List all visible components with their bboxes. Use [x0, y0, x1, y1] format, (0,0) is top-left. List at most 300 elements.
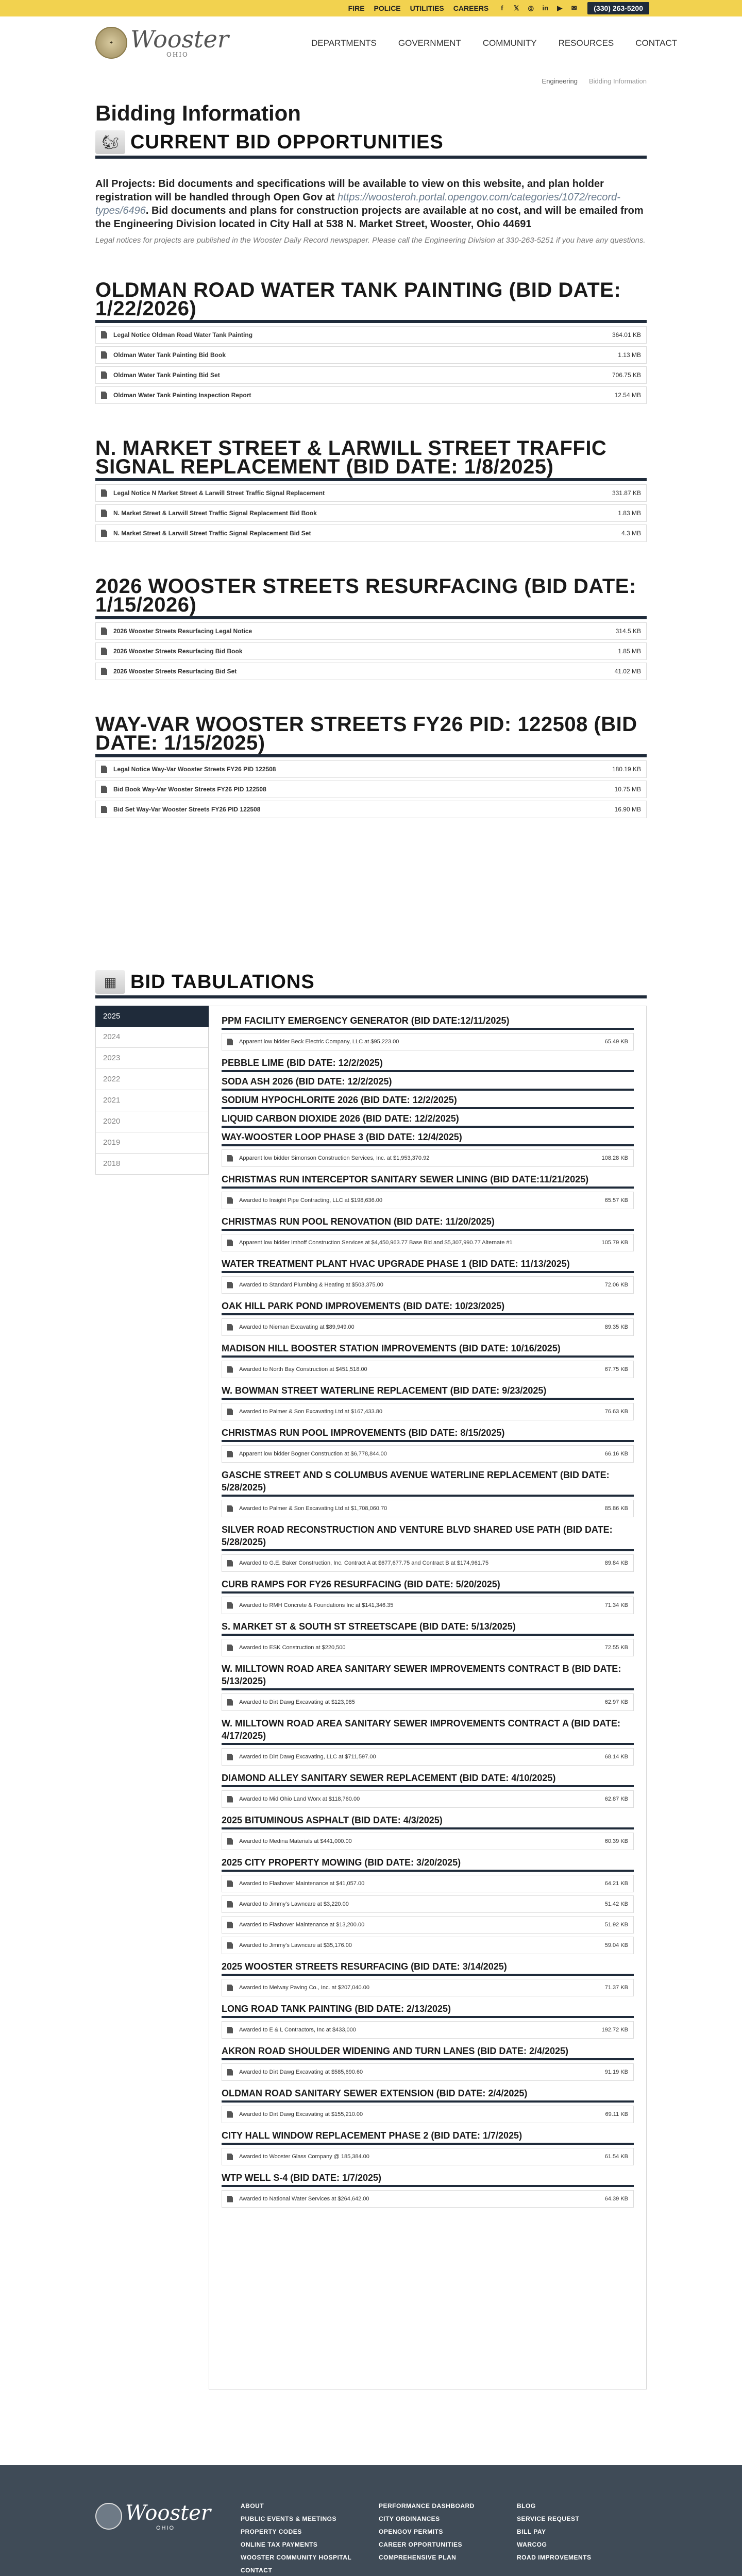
tab-year-2025[interactable]: 2025 — [95, 1006, 209, 1027]
phone-number[interactable]: (330) 263-5200 — [587, 2, 649, 14]
bid-title: WAY-WOOSTER LOOP PHASE 3 (BID DATE: 12/4/2025) — [222, 1128, 634, 1146]
document-link[interactable] — [95, 346, 647, 364]
bid-result-size: 59.04 KB — [604, 1942, 628, 1948]
file-icon — [227, 1560, 233, 1567]
document-link[interactable] — [95, 484, 647, 502]
project-section — [95, 281, 647, 404]
bid-result-name: Awarded to ESK Construction at $220,500 — [239, 1644, 346, 1651]
bid-title: OLDMAN ROAD SANITARY SEWER EXTENSION (BID DATE: 2/4/2025) — [222, 2084, 634, 2103]
bid-entry — [222, 1853, 634, 1954]
bid-title: PEBBLE LIME (BID DATE: 12/2/2025) — [222, 1054, 634, 1072]
bid-result-size: 89.84 KB — [604, 1560, 628, 1566]
bid-tabulations — [95, 969, 647, 2389]
bid-result-link[interactable] — [222, 1361, 634, 1378]
document-list — [95, 484, 647, 542]
bid-result-link[interactable] — [222, 1833, 634, 1850]
footer-link[interactable]: PROPERTY CODES — [241, 2528, 302, 2535]
site-footer — [0, 2465, 742, 2576]
bid-title: 2025 BITUMINOUS ASPHALT (BID DATE: 4/3/2025) — [222, 1811, 634, 1829]
bid-title: CHRISTMAS RUN POOL IMPROVEMENTS (BID DATE: 8/15/2025) — [222, 1423, 634, 1442]
bid-result-link[interactable] — [222, 1276, 634, 1294]
document-link[interactable] — [95, 801, 647, 818]
police-link[interactable]: POLICE — [374, 4, 401, 12]
document-link[interactable] — [95, 760, 647, 778]
bid-result-link[interactable] — [222, 1937, 634, 1954]
tab-year-2018[interactable]: 2018 — [95, 1154, 209, 1175]
file-icon — [227, 1699, 233, 1706]
document-link[interactable] — [95, 366, 647, 384]
bid-result-size: 62.87 KB — [604, 1796, 628, 1802]
bid-result-name: Awarded to Palmer & Son Excavating Ltd at $1,708,060.70 — [239, 1505, 387, 1512]
bid-entry — [222, 1339, 634, 1378]
bid-result-name: Apparent low bidder Bogner Construction at $6,778,844.00 — [239, 1450, 387, 1457]
bid-result-link[interactable] — [222, 1979, 634, 1996]
document-link[interactable] — [95, 386, 647, 404]
bid-title: W. MILLTOWN ROAD AREA SANITARY SEWER IMPROVEMENTS CONTRACT B (BID DATE: 5/13/2025) — [222, 1659, 634, 1690]
bid-result-link[interactable] — [222, 1318, 634, 1336]
bid-entry — [222, 1466, 634, 1517]
bid-entry — [222, 1769, 634, 1808]
document-link[interactable] — [95, 642, 647, 660]
footer-subtitle: OHIO — [156, 2525, 175, 2531]
file-icon — [101, 371, 107, 379]
document-list — [95, 760, 647, 818]
bid-result-link[interactable] — [222, 1445, 634, 1463]
current-bids-heading: CURRENT BID OPPORTUNITIES — [130, 131, 444, 153]
city-seal-icon: ✦ — [95, 27, 127, 59]
file-icon — [101, 668, 107, 675]
document-size: 331.87 KB — [612, 489, 641, 497]
bid-result-name: Awarded to Dirt Dawg Excavating, LLC at $711,597.00 — [239, 1753, 376, 1760]
bid-entry — [222, 2126, 634, 2165]
bid-result-name: Awarded to Flashover Maintenance at $13,200.00 — [239, 1921, 365, 1928]
bid-result-size: 72.55 KB — [604, 1645, 628, 1651]
document-name: Legal Notice N Market Street & Larwill Street Traffic Signal Replacement — [113, 489, 325, 497]
document-name: 2026 Wooster Streets Resurfacing Bid Set — [113, 668, 237, 675]
bid-title: WATER TREATMENT PLANT HVAC UPGRADE PHASE 1 (BID DATE: 11/13/2025) — [222, 1255, 634, 1273]
fire-link[interactable]: FIRE — [348, 4, 365, 12]
tab-year-2023[interactable]: 2023 — [95, 1048, 209, 1069]
file-icon — [101, 392, 107, 399]
file-icon — [227, 2027, 233, 2033]
bid-result-size: 68.14 KB — [604, 1754, 628, 1760]
current-bids-header — [95, 129, 647, 159]
footer-link[interactable]: ROAD IMPROVEMENTS — [517, 2554, 592, 2561]
page-title: Bidding Information — [95, 101, 301, 125]
project-list — [95, 281, 647, 818]
project-section — [95, 715, 647, 818]
bid-entry — [222, 1128, 634, 1167]
document-name: 2026 Wooster Streets Resurfacing Bid Book — [113, 648, 243, 655]
footer-link[interactable]: BILL PAY — [517, 2528, 546, 2535]
file-icon — [101, 489, 107, 497]
intro-lead — [95, 177, 647, 231]
file-icon — [227, 1922, 233, 1928]
bid-result-link[interactable] — [222, 2063, 634, 2081]
bid-result-name: Awarded to Mid Ohio Land Worx at $118,760.00 — [239, 1795, 360, 1802]
bid-title: CHRISTMAS RUN INTERCEPTOR SANITARY SEWER LINING (BID DATE:11/21/2025) — [222, 1170, 634, 1189]
youtube-icon[interactable]: ▶ — [557, 4, 563, 12]
file-icon — [227, 1366, 233, 1373]
bid-title: MADISON HILL BOOSTER STATION IMPROVEMENTS (BID DATE: 10/16/2025) — [222, 1339, 634, 1358]
bid-title: WTP WELL S-4 (BID DATE: 1/7/2025) — [222, 2168, 634, 2187]
document-size: 1.85 MB — [618, 648, 641, 655]
bid-result-size: 192.72 KB — [601, 2027, 628, 2033]
bid-result-name: Awarded to Jimmy's Lawncare at $3,220.00 — [239, 1901, 349, 1907]
social-links — [498, 4, 578, 12]
bid-title: 2025 CITY PROPERTY MOWING (BID DATE: 3/20/2025) — [222, 1853, 634, 1872]
bid-result-size: 61.54 KB — [604, 2154, 628, 2160]
bid-result-name: Awarded to Melway Paving Co., Inc. at $207,040.00 — [239, 1984, 369, 1991]
document-name: Legal Notice Way-Var Wooster Streets FY26 PID 122508 — [113, 766, 276, 773]
file-icon — [101, 766, 107, 773]
bid-result-name: Awarded to E & L Contractors, Inc at $433,000 — [239, 2026, 356, 2033]
file-icon — [101, 786, 107, 793]
footer-column-2 — [379, 2502, 475, 2561]
project-title: WAY-VAR WOOSTER STREETS FY26 PID: 122508 (BID DATE: 1/15/2025) — [95, 715, 647, 757]
bid-result-size: 71.34 KB — [604, 1602, 628, 1608]
bid-result-name: Awarded to Palmer & Son Excavating Ltd at $167,433.80 — [239, 1408, 383, 1415]
file-icon — [101, 331, 107, 338]
document-size: 314.5 KB — [615, 628, 641, 635]
bid-title: CITY HALL WINDOW REPLACEMENT PHASE 2 (BID DATE: 1/7/2025) — [222, 2126, 634, 2145]
bid-title: S. MARKET ST & SOUTH ST STREETSCAPE (BID DATE: 5/13/2025) — [222, 1617, 634, 1636]
bid-entry — [222, 1255, 634, 1294]
document-list — [95, 326, 647, 404]
bid-result-name: Awarded to North Bay Construction at $451,518.00 — [239, 1366, 367, 1372]
logo-subtitle: OHIO — [166, 51, 189, 58]
tabulations-tabs — [95, 1006, 647, 2389]
bid-entry — [222, 1054, 634, 1072]
bid-result-name: Awarded to G.E. Baker Construction, Inc. Contract A at $677,677.75 and Contract B at $174,961.75 — [239, 1560, 489, 1566]
bid-result-size: 72.06 KB — [604, 1282, 628, 1288]
tab-year-2022[interactable]: 2022 — [95, 1069, 209, 1090]
bid-result-size: 65.57 KB — [604, 1197, 628, 1204]
bid-result-name: Awarded to Nieman Excavating at $89,949.00 — [239, 1324, 355, 1330]
bid-result-name: Awarded to Dirt Dawg Excavating at $123,985 — [239, 1699, 355, 1705]
bid-result-name: Awarded to Wooster Glass Company @ 185,384.00 — [239, 2153, 369, 2160]
bid-entry — [222, 2084, 634, 2123]
breadcrumb-engineering[interactable]: Engineering — [542, 77, 578, 85]
bid-title: DIAMOND ALLEY SANITARY SEWER REPLACEMENT (BID DATE: 4/10/2025) — [222, 1769, 634, 1787]
file-icon — [101, 351, 107, 359]
document-link[interactable] — [95, 663, 647, 680]
bid-entry — [222, 1091, 634, 1109]
footer-link[interactable]: WOOSTER COMMUNITY HOSPITAL — [241, 2554, 352, 2561]
tab-year-2020[interactable]: 2020 — [95, 1111, 209, 1132]
bid-result-name: Awarded to Dirt Dawg Excavating at $585,690.60 — [239, 2069, 363, 2075]
footer-link[interactable]: PUBLIC EVENTS & MEETINGS — [241, 2515, 337, 2522]
bid-result-size: 62.97 KB — [604, 1699, 628, 1705]
document-link[interactable] — [95, 781, 647, 798]
footer-seal-icon — [95, 2503, 122, 2530]
document-size: 364.01 KB — [612, 331, 641, 338]
bid-entry — [222, 1297, 634, 1336]
tab-year-2021[interactable]: 2021 — [95, 1090, 209, 1111]
site-header — [0, 16, 742, 73]
linkedin-icon[interactable]: in — [542, 4, 549, 12]
footer-link[interactable]: CAREER OPPORTUNITIES — [379, 2541, 463, 2548]
footer-wordmark: Wooster — [125, 2501, 211, 2525]
bid-entry — [222, 1575, 634, 1614]
nav-departments[interactable]: DEPARTMENTS — [311, 38, 377, 48]
main-content — [95, 98, 647, 818]
nav-resources[interactable]: RESOURCES — [558, 38, 614, 48]
bid-result-size: 51.92 KB — [604, 1922, 628, 1928]
file-icon — [101, 648, 107, 655]
file-icon — [227, 2196, 233, 2202]
bid-result-link[interactable] — [222, 1875, 634, 1892]
bid-result-name: Apparent low bidder Beck Electric Company, LLC at $95,223.00 — [239, 1038, 399, 1045]
document-size: 4.3 MB — [621, 530, 641, 537]
footer-link[interactable]: ONLINE TAX PAYMENTS — [241, 2541, 318, 2548]
bid-result-link[interactable] — [222, 1916, 634, 1934]
main-nav — [311, 38, 677, 52]
bid-result-size: 51.42 KB — [604, 1901, 628, 1907]
footer-link[interactable]: SERVICE REQUEST — [517, 2515, 580, 2522]
nav-community[interactable]: COMMUNITY — [482, 38, 537, 48]
bid-result-size: 108.28 KB — [601, 1155, 628, 1161]
intro-note: Legal notices for projects are published in the Wooster Daily Record newspaper. Please call the Engineering Division at 330-263-5251 if you have any questions. — [95, 236, 646, 245]
intro-lead-part2: . Bid documents and plans for construction projects are available at no cost, and will be emailed from the Engineering Division located in City Hall at 538 N. Market Street, Wooster, Ohio 44691 — [95, 205, 644, 230]
bid-entry — [222, 1714, 634, 1766]
footer-link[interactable]: COMPREHENSIVE PLAN — [379, 2554, 457, 2561]
file-icon — [227, 1901, 233, 1908]
file-icon — [227, 1324, 233, 1331]
document-size: 180.19 KB — [612, 766, 641, 773]
bid-result-name: Awarded to Standard Plumbing & Heating at $503,375.00 — [239, 1281, 383, 1288]
bid-result-link[interactable] — [222, 1895, 634, 1913]
document-name: Oldman Water Tank Painting Inspection Report — [113, 392, 251, 399]
document-size: 1.83 MB — [618, 510, 641, 517]
footer-link[interactable]: CITY ORDINANCES — [379, 2515, 440, 2522]
document-size: 41.02 MB — [614, 668, 641, 675]
email-icon[interactable]: ✉ — [571, 4, 577, 12]
footer-link[interactable]: ABOUT — [241, 2502, 264, 2510]
bid-result-link[interactable] — [222, 2190, 634, 2208]
document-size: 706.75 KB — [612, 371, 641, 379]
utilities-link[interactable]: UTILITIES — [410, 4, 444, 12]
file-icon — [227, 2111, 233, 2118]
file-icon — [101, 510, 107, 517]
bid-entry — [222, 1011, 634, 1050]
bid-result-name: Awarded to Flashover Maintenance at $41,057.00 — [239, 1880, 365, 1887]
bid-result-link[interactable] — [222, 1149, 634, 1167]
bid-entry — [222, 1999, 634, 2039]
bid-title: 2025 WOOSTER STREETS RESURFACING (BID DATE: 3/14/2025) — [222, 1957, 634, 1976]
tabulations-header — [95, 969, 647, 998]
bid-result-name: Awarded to RMH Concrete & Foundations Inc at $141,346.35 — [239, 1602, 394, 1608]
tab-year-2024[interactable]: 2024 — [95, 1027, 209, 1048]
document-name: Legal Notice Oldman Road Water Tank Painting — [113, 331, 253, 338]
file-icon — [227, 1240, 233, 1246]
bid-entry — [222, 2042, 634, 2081]
breadcrumb-current: Bidding Information — [588, 77, 647, 85]
bid-result-size: 71.37 KB — [604, 1985, 628, 1991]
file-icon — [227, 1985, 233, 1991]
bid-entry — [222, 1072, 634, 1091]
footer-logo[interactable] — [95, 2501, 211, 2531]
bid-result-link[interactable] — [222, 1500, 634, 1517]
document-name: Bid Set Way-Var Wooster Streets FY26 PID 122508 — [113, 806, 261, 813]
bid-result-link[interactable] — [222, 1639, 634, 1656]
facebook-icon[interactable]: f — [501, 4, 503, 12]
footer-link[interactable]: OPENGOV PERMITS — [379, 2528, 443, 2535]
bid-result-link[interactable] — [222, 2021, 634, 2039]
bid-result-name: Awarded to Medina Materials at $441,000.00 — [239, 1838, 352, 1844]
bid-entry — [222, 2168, 634, 2208]
bid-result-link[interactable] — [222, 2148, 634, 2165]
bid-title: SODA ASH 2026 (BID DATE: 12/2/2025) — [222, 1072, 634, 1091]
bid-title: CURB RAMPS FOR FY26 RESURFACING (BID DATE: 5/20/2025) — [222, 1575, 634, 1594]
bid-title: W. BOWMAN STREET WATERLINE REPLACEMENT (BID DATE: 9/23/2025) — [222, 1381, 634, 1400]
mascot-icon: 🐿 — [95, 130, 125, 154]
file-icon — [101, 530, 107, 537]
bid-entry — [222, 1957, 634, 1996]
document-link[interactable] — [95, 504, 647, 522]
bid-title: GASCHE STREET AND S COLUMBUS AVENUE WATERLINE REPLACEMENT (BID DATE: 5/28/2025) — [222, 1466, 634, 1497]
bid-result-name: Awarded to Insight Pipe Contracting, LLC at $198,636.00 — [239, 1197, 383, 1204]
bid-result-size: 91.19 KB — [604, 2069, 628, 2075]
document-size: 16.90 MB — [614, 806, 641, 813]
file-icon — [227, 1838, 233, 1845]
project-section — [95, 577, 647, 680]
bid-title: AKRON ROAD SHOULDER WIDENING AND TURN LANES (BID DATE: 2/4/2025) — [222, 2042, 634, 2060]
project-title: N. MARKET STREET & LARWILL STREET TRAFFIC SIGNAL REPLACEMENT (BID DATE: 1/8/2025) — [95, 439, 647, 481]
document-name: Oldman Water Tank Painting Bid Set — [113, 371, 220, 379]
document-size: 10.75 MB — [614, 786, 641, 793]
bid-entry — [222, 1520, 634, 1572]
tab-year-2019[interactable]: 2019 — [95, 1132, 209, 1154]
footer-column-3 — [517, 2502, 592, 2561]
document-size: 1.13 MB — [618, 351, 641, 359]
file-icon — [227, 1754, 233, 1760]
file-icon — [227, 1796, 233, 1803]
file-icon — [227, 2069, 233, 2076]
bid-result-size: 64.39 KB — [604, 2196, 628, 2202]
twitter-icon[interactable]: 𝕏 — [514, 4, 519, 12]
file-icon — [227, 1282, 233, 1289]
intro-text — [95, 177, 647, 246]
bid-result-size: 76.63 KB — [604, 1409, 628, 1415]
file-icon — [227, 1155, 233, 1162]
document-name: N. Market Street & Larwill Street Traffic Signal Replacement Bid Book — [113, 510, 317, 517]
file-icon — [227, 1505, 233, 1512]
bid-result-link[interactable] — [222, 1790, 634, 1808]
bid-title: SODIUM HYPOCHLORITE 2026 (BID DATE: 12/2/2025) — [222, 1091, 634, 1109]
bid-result-name: Awarded to National Water Services at $264,642.00 — [239, 2195, 369, 2202]
bid-entry — [222, 1381, 634, 1420]
document-link[interactable] — [95, 524, 647, 542]
file-icon — [227, 2154, 233, 2160]
bid-result-size: 66.16 KB — [604, 1451, 628, 1457]
nav-contact[interactable]: CONTACT — [635, 38, 678, 48]
bid-result-link[interactable] — [222, 1234, 634, 1251]
bid-result-link[interactable] — [222, 1033, 634, 1050]
bid-result-name: Awarded to Jimmy's Lawncare at $35,176.00 — [239, 1942, 352, 1948]
file-icon — [227, 1602, 233, 1609]
breadcrumb — [542, 77, 647, 85]
bid-result-size: 65.49 KB — [604, 1039, 628, 1045]
bid-result-size: 60.39 KB — [604, 1838, 628, 1844]
footer-link[interactable]: CONTACT — [241, 2567, 273, 2574]
file-icon — [227, 1942, 233, 1949]
tabulations-heading: BID TABULATIONS — [130, 971, 315, 993]
bid-result-link[interactable] — [222, 1748, 634, 1766]
file-icon — [101, 628, 107, 635]
document-name: 2026 Wooster Streets Resurfacing Legal Notice — [113, 628, 252, 635]
year-tab-list — [95, 1006, 209, 2389]
tabulations-image-icon: ▦ — [95, 970, 125, 994]
document-link[interactable] — [95, 326, 647, 344]
bid-entry — [222, 1617, 634, 1656]
bid-result-size: 67.75 KB — [604, 1366, 628, 1372]
bid-title: W. MILLTOWN ROAD AREA SANITARY SEWER IMPROVEMENTS CONTRACT A (BID DATE: 4/17/2025) — [222, 1714, 634, 1745]
bid-result-size: 105.79 KB — [601, 1240, 628, 1246]
bid-entry — [222, 1170, 634, 1209]
bid-title: LONG ROAD TANK PAINTING (BID DATE: 2/13/2025) — [222, 1999, 634, 2018]
file-icon — [227, 1880, 233, 1887]
file-icon — [227, 1039, 233, 1045]
footer-link[interactable]: BLOG — [517, 2502, 536, 2510]
document-name: Bid Book Way-Var Wooster Streets FY26 PID 122508 — [113, 786, 266, 793]
bid-result-link[interactable] — [222, 1597, 634, 1614]
bid-result-size: 64.21 KB — [604, 1880, 628, 1887]
bid-title: LIQUID CARBON DIOXIDE 2026 (BID DATE: 12/2/2025) — [222, 1109, 634, 1128]
bid-result-link[interactable] — [222, 1693, 634, 1711]
footer-link[interactable]: PERFORMANCE DASHBOARD — [379, 2502, 475, 2510]
bid-title: PPM FACILITY EMERGENCY GENERATOR (BID DATE:12/11/2025) — [222, 1011, 634, 1030]
file-icon — [227, 1409, 233, 1415]
bid-entry — [222, 1212, 634, 1251]
project-section — [95, 439, 647, 542]
bid-title: CHRISTMAS RUN POOL RENOVATION (BID DATE: 11/20/2025) — [222, 1212, 634, 1231]
utility-bar — [0, 0, 742, 16]
project-title: 2026 WOOSTER STREETS RESURFACING (BID DATE: 1/15/2026) — [95, 577, 647, 619]
bid-result-name: Awarded to Dirt Dawg Excavating at $155,210.00 — [239, 2111, 363, 2117]
document-name: N. Market Street & Larwill Street Traffic Signal Replacement Bid Set — [113, 530, 311, 537]
footer-link[interactable]: WARCOG — [517, 2541, 547, 2548]
bid-result-link[interactable] — [222, 1192, 634, 1209]
file-icon — [227, 1451, 233, 1458]
bid-entry — [222, 1423, 634, 1463]
bid-entry — [222, 1659, 634, 1711]
bid-result-name: Apparent low bidder Imhoff Construction Services at $4,450,963.77 Base Bid and $5,307,990.77 Alternate #1 — [239, 1239, 513, 1246]
bid-title: OAK HILL PARK POND IMPROVEMENTS (BID DATE: 10/23/2025) — [222, 1297, 634, 1315]
bid-entry — [222, 1811, 634, 1850]
nav-government[interactable]: GOVERNMENT — [398, 38, 461, 48]
bid-result-link[interactable] — [222, 2106, 634, 2123]
tabulations-panel — [209, 1006, 647, 2389]
bid-result-size: 89.35 KB — [604, 1324, 628, 1330]
bid-result-link[interactable] — [222, 1403, 634, 1420]
document-list — [95, 622, 647, 680]
logo-wordmark: Wooster — [130, 25, 229, 53]
file-icon — [227, 1645, 233, 1651]
document-name: Oldman Water Tank Painting Bid Book — [113, 351, 226, 359]
document-link[interactable] — [95, 622, 647, 640]
bid-result-name: Apparent low bidder Simonson Construction Services, Inc. at $1,953,370.92 — [239, 1155, 430, 1161]
bid-result-size: 85.86 KB — [604, 1505, 628, 1512]
file-icon — [227, 1197, 233, 1204]
site-logo[interactable] — [95, 27, 229, 59]
careers-link[interactable]: CAREERS — [453, 4, 489, 12]
opengov-link[interactable]: https://woosteroh.portal.opengov.com/categories/1072/record-types/6496 — [95, 192, 620, 216]
footer-column-1 — [241, 2502, 351, 2574]
bid-result-link[interactable] — [222, 1554, 634, 1572]
instagram-icon[interactable]: ◎ — [528, 4, 534, 12]
bid-entry — [222, 1109, 634, 1128]
